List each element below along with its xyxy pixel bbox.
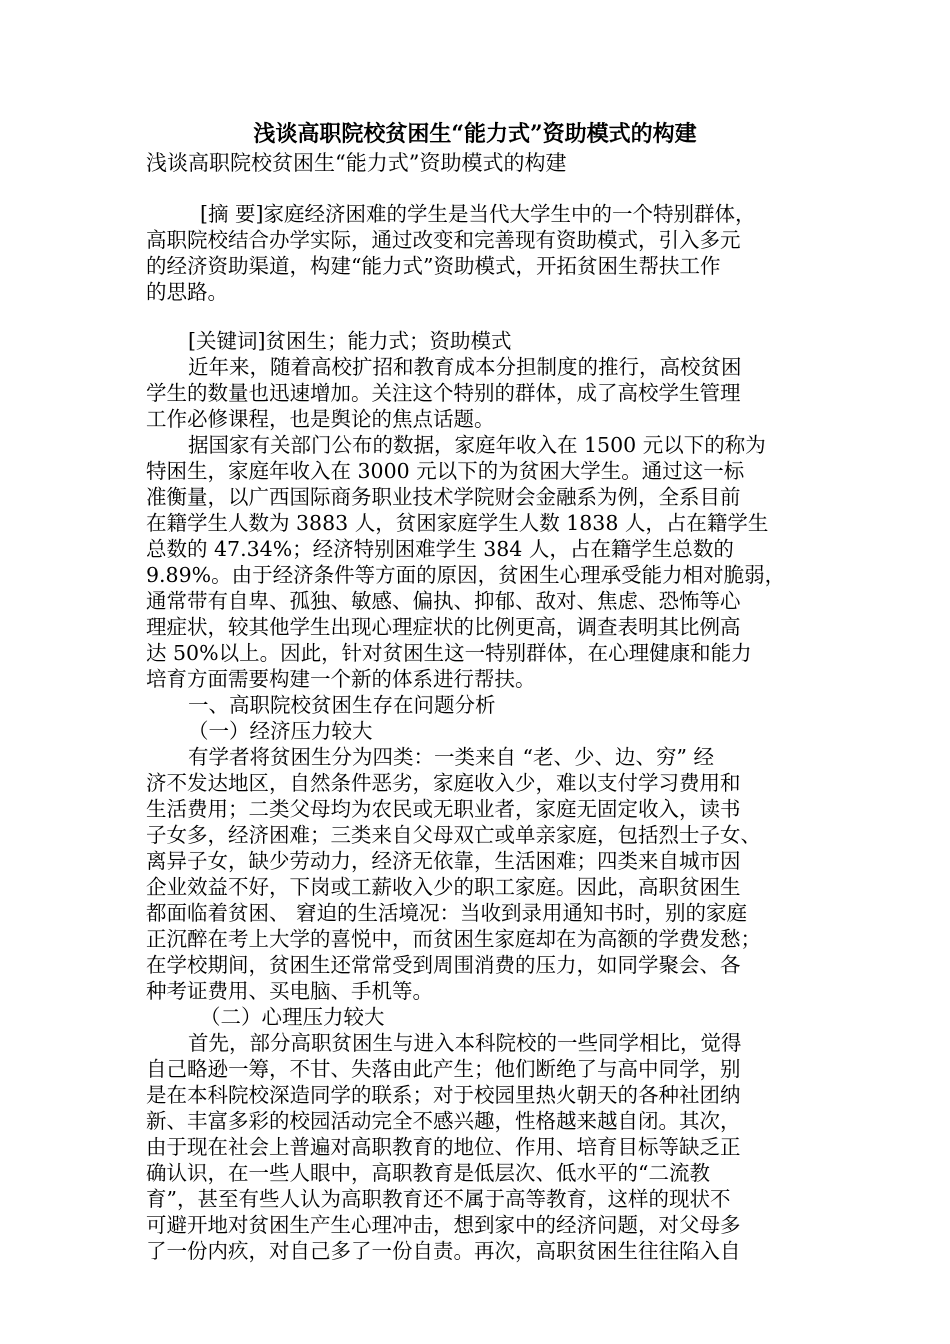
body-line: 自己略逊一筹，不甘、失落由此产生；他们断绝了与高中同学，别 <box>146 1057 741 1081</box>
body-line: 种考证费用、买电脑、手机等。 <box>146 979 433 1003</box>
body-line: 准衡量，以广西国际商务职业技术学院财会金融系为例，全系目前 <box>146 485 741 509</box>
body-line: 由于现在社会上普遍对高职教育的地位、作用、培育目标等缺乏正 <box>146 1135 741 1159</box>
body-line: 培育方面需要构建一个新的体系进行帮扶。 <box>146 667 536 691</box>
subsection-heading: （一）经济压力较大 <box>188 719 373 743</box>
body-line: 是在本科院校深造同学的联系；对于校园里热火朝天的各种社团纳 <box>146 1083 741 1107</box>
body-line: 首先，部分高职贫困生与进入本科院校的一些同学相比，觉得 <box>188 1031 742 1055</box>
body-line: 有学者将贫困生分为四类：一类来自 “老、少、边、穷” 经 <box>188 745 714 769</box>
keywords-line: [关键词]贫困生；能力式；资助模式 <box>188 329 512 353</box>
abstract-line: [摘 要]家庭经济困难的学生是当代大学生中的一个特别群体， <box>200 202 756 226</box>
body-line: 新、丰富多彩的校园活动完全不感兴趣，性格越来越自闭。其次， <box>146 1109 741 1133</box>
body-line: 理症状，较其他学生出现心理症状的比例更高，调查表明其比例高 <box>146 615 741 639</box>
body-line: 确认识，在一些人眼中，高职教育是低层次、低水平的“二流教 <box>146 1161 710 1185</box>
body-line: 据国家有关部门公布的数据，家庭年收入在 1500 元以下的称为 <box>188 433 766 457</box>
abstract-line: 高职院校结合办学实际，通过改变和完善现有资助模式，引入多元 <box>146 228 741 252</box>
body-line: 正沉醉在考上大学的喜悦中，而贫困生家庭却在为高额的学费发愁； <box>146 927 761 951</box>
body-line: 生活费用；二类父母均为农民或无职业者，家庭无固定收入，读书 <box>146 797 741 821</box>
body-line: 都面临着贫困、 窘迫的生活境况：当收到录用通知书时，别的家庭 <box>146 901 748 925</box>
body-line: 总数的 47.34%；经济特别困难学生 384 人，占在籍学生总数的 <box>146 537 734 561</box>
body-line: 可避开地对贫困生产生心理冲击，想到家中的经济问题，对父母多 <box>146 1213 741 1237</box>
body-line: 了一份内疚，对自己多了一份自责。再次，高职贫困生往往陷入自 <box>146 1239 741 1263</box>
body-line: 离异子女，缺少劳动力，经济无依靠，生活困难；四类来自城市因 <box>146 849 741 873</box>
body-line: 达 50%以上。因此，针对贫困生这一特别群体，在心理健康和能力 <box>146 641 752 665</box>
subsection-heading: （二）心理压力较大 <box>200 1005 385 1029</box>
body-line: 育”，甚至有些人认为高职教育还不属于高等教育，这样的现状不 <box>146 1187 731 1211</box>
body-line: 济不发达地区，自然条件恶劣，家庭收入少，难以支付学习费用和 <box>146 771 741 795</box>
abstract-line: 的思路。 <box>146 280 228 304</box>
body-line: 特困生，家庭年收入在 3000 元以下的为贫困大学生。通过这一标 <box>146 459 745 483</box>
body-line: 学生的数量也迅速增加。关注这个特别的群体，成了高校学生管理 <box>146 381 741 405</box>
document-subtitle: 浅谈高职院校贫困生“能力式”资助模式的构建 <box>146 151 567 175</box>
body-line: 9.89%。由于经济条件等方面的原因，贫困生心理承受能力相对脆弱， <box>146 563 786 587</box>
body-line: 近年来，随着高校扩招和教育成本分担制度的推行，高校贫困 <box>188 355 742 379</box>
body-line: 通常带有自卑、孤独、敏感、偏执、抑郁、敌对、焦虑、恐怖等心 <box>146 589 741 613</box>
section-heading: 一、高职院校贫困生存在问题分析 <box>188 693 496 717</box>
abstract-line: 的经济资助渠道，构建“能力式”资助模式，开拓贫困生帮扶工作 <box>146 254 721 278</box>
body-line: 在学校期间，贫困生还常常受到周围消费的压力，如同学聚会、各 <box>146 953 741 977</box>
document-title: 浅谈高职院校贫困生“能力式”资助模式的构建 <box>253 121 697 147</box>
body-line: 工作必修课程，也是舆论的焦点话题。 <box>146 407 495 431</box>
body-line: 子女多，经济困难；三类来自父母双亡或单亲家庭，包括烈士子女、 <box>146 823 761 847</box>
body-line: 企业效益不好，下岗或工薪收入少的职工家庭。因此，高职贫困生 <box>146 875 741 899</box>
body-line: 在籍学生人数为 3883 人，贫困家庭学生人数 1838 人，占在籍学生 <box>146 511 769 535</box>
